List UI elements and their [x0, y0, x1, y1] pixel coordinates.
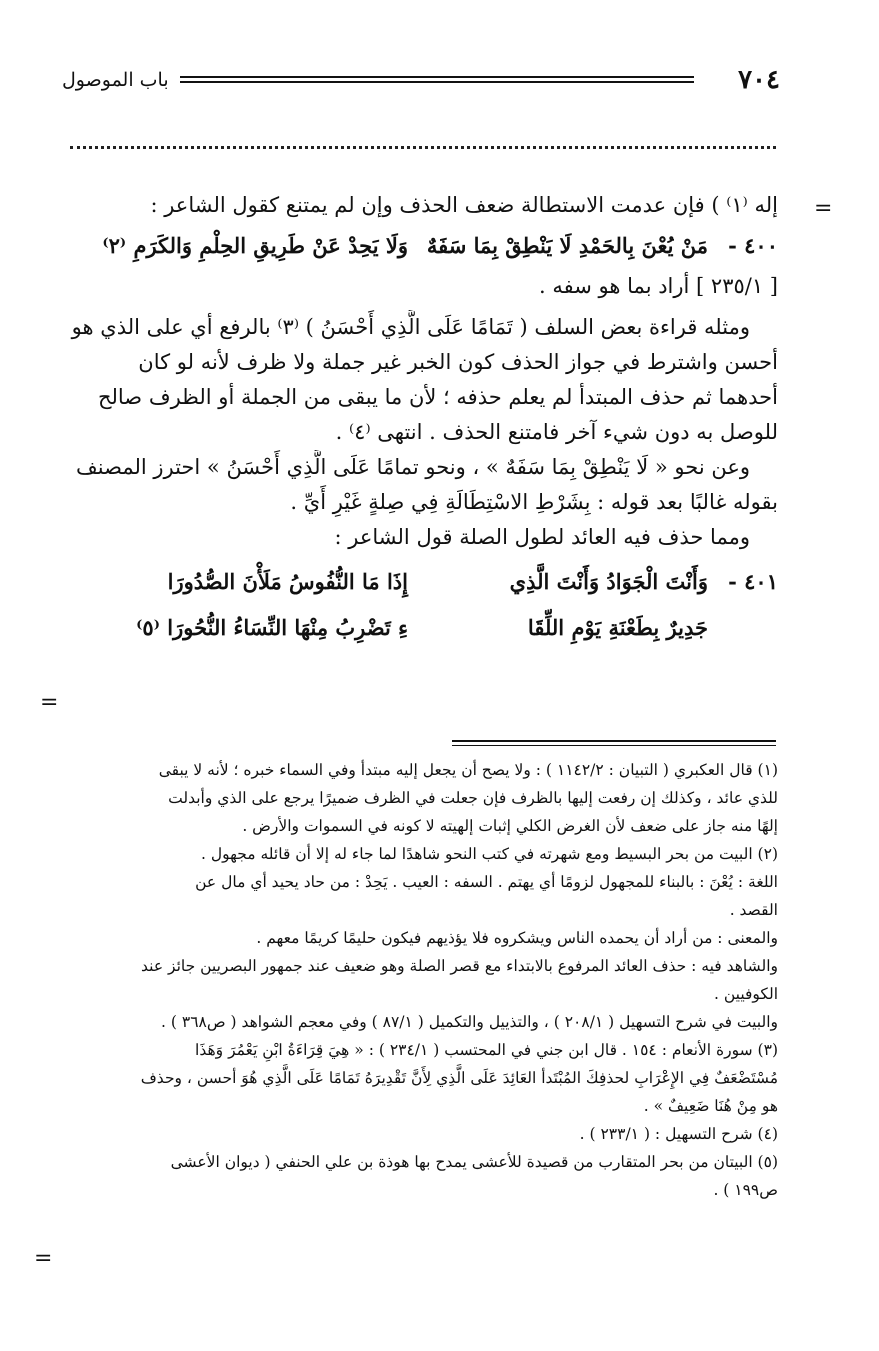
verse-401-line-2 — [68, 605, 778, 651]
main-text — [68, 188, 778, 651]
margin-continuation-mark: = — [814, 196, 833, 221]
text-line: [ ٢٣٥/١ ] أراد بما هو سفه . — [539, 274, 778, 298]
page-number: ٧٠٤ — [738, 65, 780, 95]
footnote-line: (٣) سورة الأنعام : ١٥٤ . قال ابن جني في المحتسب ( ٢٣٤/١ ) : « هِيَ قِرَاءَةُ ابْنِ يَعْمُرَ وَهَذَا — [195, 1041, 778, 1059]
margin-continuation-mark-footnote: = — [34, 1246, 53, 1271]
text-line: للوصل به دون شيء آخر فامتنع الحذف . انتهى ⁽٤⁾ . — [335, 420, 778, 444]
footnote-line: ص١٩٩ ) . — [713, 1181, 778, 1199]
text-line: إله ⁽١⁾ ) فإن عدمت الاستطالة ضعف الحذف وإن لم يمتنع كقول الشاعر : — [150, 193, 778, 217]
footnote-line: إلهًا منه جاز على ضعف لأن الغرض الكلي إثبات إلهيته لا كونه في السموات والأرض . — [242, 817, 778, 835]
verse-401-line-1 — [68, 559, 778, 605]
footnote-line: للذي عائد ، وكذلك إن رفعت إليها بالظرف فإن جعلت في الظرف ضميرًا يرجع على الذي وأبدلت — [168, 789, 778, 807]
text-line: ومما حذف فيه العائد لطول الصلة قول الشاعر : — [334, 525, 750, 549]
footnote-line: مُسْتَضْعَفٌ فِي الإِعْرَابِ لحذفِكَ المُبْتَدأ العَائِدَ عَلَى الَّذِي لِأَنَّ تَقْدِيرَهُ تَمَامًا عَلَى الَّذِي هُوَ أحسن ، وحذف — [140, 1069, 778, 1087]
verse-hemistich-first: وَأَنْتَ الْجَوَادُ وَأَنْتَ الَّذِي — [509, 569, 708, 594]
page-header — [62, 62, 780, 98]
footnote-line: (٤) شرح التسهيل : ( ٢٣٣/١ ) . — [579, 1125, 778, 1143]
verse-400 — [68, 223, 778, 269]
verse-number: ٤٠١ - — [728, 569, 778, 594]
verse-hemistich-second: وَلَا يَحِدْ عَنْ طَرِيقِ الحِلْمِ وَالكَرَمِ ⁽٢⁾ — [102, 233, 408, 258]
chapter-title: باب الموصول — [62, 69, 169, 91]
margin-continuation-mark-bottom: = — [40, 690, 59, 715]
verse-hemistich-first: مَنْ يُعْنَ بِالحَمْدِ لَا يَنْطِقْ بِمَا سَفَهٌ — [426, 233, 708, 258]
text-line: بقوله غالبًا بعد قوله : بِشَرْطِ الاسْتِطَالَةِ فِي صِلةٍ غَيْرِ أَيِّ . — [290, 490, 778, 514]
dotted-separator — [70, 146, 776, 149]
verse-hemistich-second: إِذَا مَا النُّفُوسُ مَلَأْنَ الصُّدُورَا — [167, 569, 408, 594]
footnote-line: والبيت في شرح التسهيل ( ٢٠٨/١ ) ، والتذييل والتكميل ( ٨٧/١ ) وفي معجم الشواهد ( ص٣٦٨ ) . — [161, 1013, 778, 1031]
footnote-line: والمعنى : من أراد أن يحمده الناس ويشكروه فلا يؤذيهم فيكون حليمًا كريمًا معهم . — [256, 929, 778, 947]
footnote-line: اللغة : يُعْنَ : بالبناء للمجهول لزومًا أي يهتم . السفه : العيب . يَحِدْ : من حاد يحيد أي مال عن — [195, 873, 778, 891]
footnote-line: (١) قال العكبري ( التبيان : ١١٤٢/٢ ) : ولا يصح أن يجعل إليه مبتدأ وفي السماء خبره ؛ لأنه لا يبقى — [158, 761, 778, 779]
footnote-line: (٢) البيت من بحر البسيط ومع شهرته في كتب النحو شاهدًا لما جاء له إلا أن قائله مجهول . — [200, 845, 778, 863]
footnote-line: القصد . — [729, 901, 778, 919]
footnote-line: والشاهد فيه : حذف العائد المرفوع بالابتداء مع قصر الصلة وهو ضعيف عند جمهور البصريين جائز عند — [141, 957, 778, 975]
footnote-line: (٥) البيتان من بحر المتقارب من قصيدة للأعشى يمدح بها هوذة بن علي الحنفي ( ديوان الأعشى — [170, 1153, 778, 1171]
text-line: وعن نحو « لَا يَنْطِقْ بِمَا سَفَهٌ » ، ونحو تمامًا عَلَى الَّذِي أَحْسَنُ » احترز المصنف — [76, 455, 750, 479]
footnotes — [62, 756, 778, 1204]
text-line: ومثله قراءة بعض السلف ( تَمَامًا عَلَى الَّذِي أَحْسَنُ ) ⁽٣⁾ بالرفع أي على الذي هو — [71, 315, 750, 339]
header-double-rule — [180, 76, 694, 83]
verse-hemistich-second: ءِ تَضْرِبُ مِنْهَا النِّسَاءُ النُّحُورَا ⁽٥⁾ — [136, 615, 408, 640]
text-line: أحسن واشترط في جواز الحذف كون الخبر غير جملة ولا ظرف لأنه لو كان — [138, 350, 778, 374]
text-line: أحدهما ثم حذف المبتدأ لم يعلم حذفه ؛ لأن ما يبقى من الجملة أو الظرف صالح — [97, 385, 778, 409]
verse-number-spacer — [708, 605, 778, 651]
footnote-separator — [452, 740, 776, 746]
verse-number: ٤٠٠ - — [728, 233, 778, 258]
footnote-line: هو مِنْ هُنَا ضَعِيفٌ » . — [643, 1097, 778, 1115]
footnote-line: الكوفيين . — [713, 985, 778, 1003]
verse-hemistich-first: جَدِيرٌ بِطَعْنَةِ يَوْمِ اللِّقَا — [527, 615, 708, 640]
